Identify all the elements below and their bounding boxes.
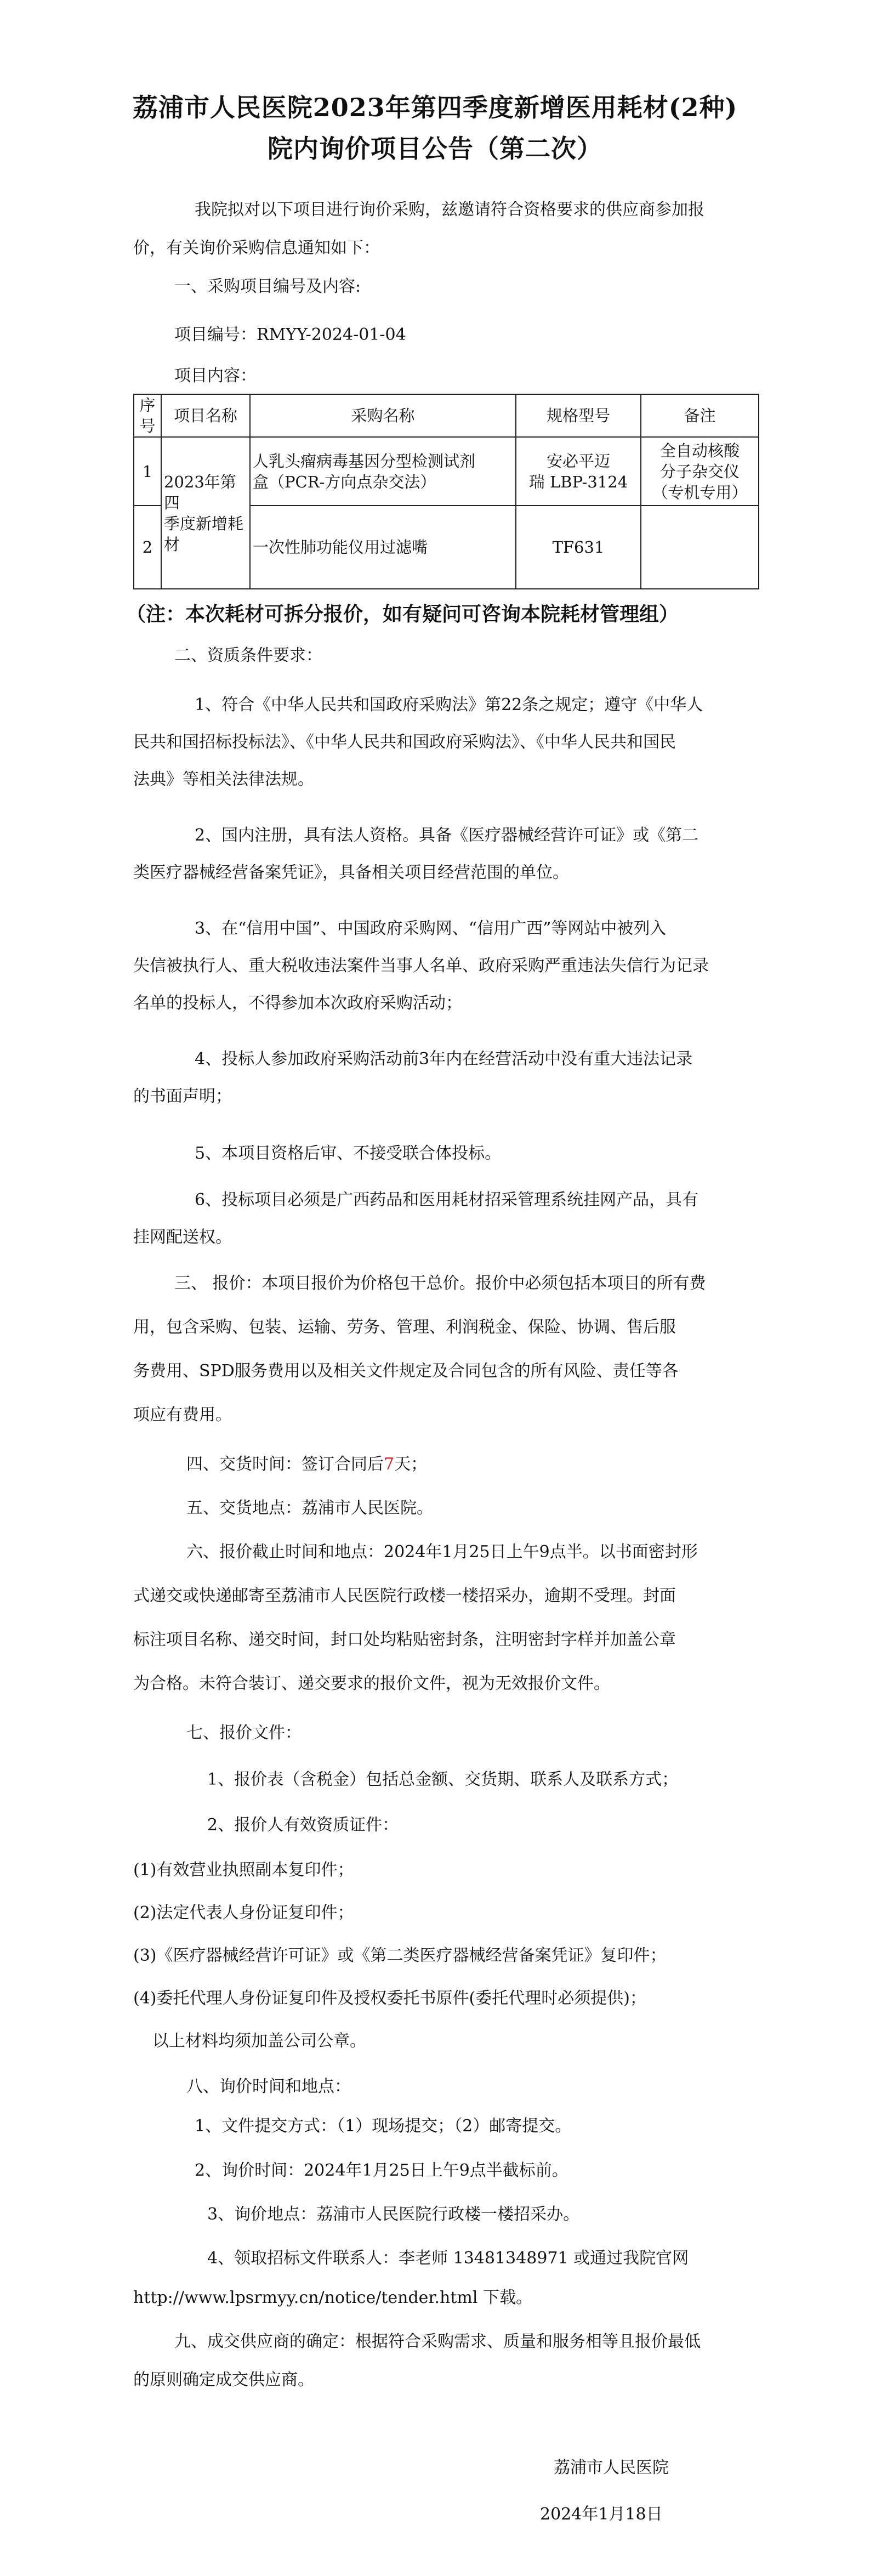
signature-date: 2024年1月18日 bbox=[540, 2505, 663, 2524]
quote-file-sub3: (3)《医疗器械经营许可证》或《第二类医疗器械经营备案凭证》复印件； bbox=[133, 1946, 667, 1965]
section6-line4: 为合格。未符合装订、递交要求的报价文件，视为无效报价文件。 bbox=[133, 1674, 610, 1693]
row-item-name: 一次性肺功能仪用过滤嘴 bbox=[250, 506, 516, 589]
section3-line3: 务费用、SPD服务费用以及相关文件规定及合同包含的所有风险、责任等各 bbox=[133, 1361, 679, 1381]
inquiry-item3: 3、询价地点：荔浦市人民医院行政楼一楼招采办。 bbox=[207, 2205, 580, 2224]
row-note bbox=[641, 506, 759, 589]
quote-file-stamp-note: 以上材料均须加盖公司公章。 bbox=[152, 2032, 366, 2051]
project-name-cell: 2023年第四 季度新增耗 材 bbox=[161, 437, 250, 589]
qual-item4-line2: 的书面声明； bbox=[133, 1087, 232, 1106]
qual-item6-line1: 6、投标项目必须是广西药品和医用耗材招采管理系统挂网产品，具有 bbox=[195, 1190, 699, 1210]
qual-item5: 5、本项目资格后审、不接受联合体投标。 bbox=[195, 1144, 502, 1163]
qual-item3-line2: 失信被执行人、重大税收违法案件当事人名单、政府采购严重违法失信行为记录 bbox=[133, 956, 709, 975]
table-row bbox=[134, 437, 759, 506]
intro-line1: 我院拟对以下项目进行询价采购，兹邀请符合资格要求的供应商参加报 bbox=[195, 200, 704, 219]
inquiry-item4: 4、领取招标文件联系人：李老师 13481348971 或通过我院官网 bbox=[207, 2249, 689, 2268]
row-seq: 1 bbox=[134, 437, 161, 506]
document-title-line1: 荔浦市人民医院2023年第四季度新增医用耗材(2种) bbox=[132, 93, 738, 122]
section3-line4: 项应有费用。 bbox=[133, 1405, 232, 1425]
section1-heading: 一、采购项目编号及内容: bbox=[174, 277, 361, 296]
qual-item2-line1: 2、国内注册，具有法人资格。具备《医疗器械经营许可证》或《第二 bbox=[195, 826, 699, 845]
section2-heading: 二、资质条件要求： bbox=[174, 646, 322, 665]
quote-file-item1: 1、报价表（含税金）包括总金额、交货期、联系人及联系方式； bbox=[207, 1770, 679, 1789]
table-note: （注：本次耗材可拆分报价，如有疑问可咨询本院耗材管理组） bbox=[126, 603, 679, 626]
section4-delivery-time: 四、交货时间：签订合同后7天； bbox=[186, 1455, 428, 1474]
procurement-items-table bbox=[133, 394, 759, 589]
section7-heading: 七、报价文件： bbox=[186, 1723, 302, 1743]
quote-file-sub2: (2)法定代表人身份证复印件； bbox=[133, 1903, 354, 1922]
project-content-label: 项目内容： bbox=[174, 366, 257, 385]
section5-delivery-place: 五、交货地点：荔浦市人民医院。 bbox=[186, 1499, 433, 1518]
qual-item1-line3: 法典》等相关法律法规。 bbox=[133, 770, 314, 789]
section6-line1: 六、报价截止时间和地点：2024年1月25日上午9点半。以书面密封形 bbox=[186, 1542, 698, 1562]
inquiry-item2: 2、询价时间：2024年1月25日上午9点半截标前。 bbox=[195, 2161, 568, 2180]
quote-file-sub4: (4)委托代理人身份证复印件及授权委托书原件(委托代理时必须提供)； bbox=[133, 1989, 646, 2008]
row-item-name: 人乳头瘤病毒基因分型检测试剂 盒（PCR-方向点杂交法） bbox=[250, 437, 516, 506]
section6-line3: 标注项目名称、递交时间，封口处均粘贴密封条，注明密封字样并加盖公章 bbox=[133, 1630, 676, 1649]
quote-file-item2: 2、报价人有效资质证件： bbox=[207, 1815, 399, 1835]
project-number: 项目编号：RMYY-2024-01-04 bbox=[174, 325, 406, 344]
tender-download-link[interactable]: http://www.lpsrmyy.cn/notice/tender.html 下载。 bbox=[133, 2288, 532, 2307]
qual-item1-line1: 1、符合《中华人民共和国政府采购法》第22条之规定；遵守《中华人 bbox=[195, 695, 703, 714]
row-spec: 安必平迈 瑞 LBP-3124 bbox=[516, 437, 641, 506]
row-spec: TF631 bbox=[516, 506, 641, 589]
document-title-line2: 院内询价项目公告（第二次） bbox=[268, 134, 602, 163]
qual-item3-line1: 3、在“信用中国”、中国政府采购网、“信用广西”等网站中被列入 bbox=[195, 919, 667, 938]
section3-line1: 三、 报价：本项目报价为价格包干总价。报价中必须包括本项目的所有费 bbox=[174, 1274, 706, 1293]
section9-line2: 的原则确定成交供应商。 bbox=[133, 2370, 314, 2390]
col-header-spec: 规格型号 bbox=[516, 394, 641, 437]
table-header-row bbox=[134, 394, 759, 437]
row-note: 全自动核酸 分子杂交仪 （专机专用） bbox=[641, 437, 759, 506]
intro-line2: 价，有关询价采购信息通知如下： bbox=[133, 239, 380, 258]
section9-line1: 九、成交供应商的确定：根据符合采购需求、质量和服务相等且报价最低 bbox=[174, 2332, 701, 2351]
col-header-seq: 序 号 bbox=[134, 394, 161, 437]
inquiry-item1: 1、文件提交方式：（1）现场提交；（2）邮寄提交。 bbox=[195, 2117, 572, 2136]
qual-item4-line1: 4、投标人参加政府采购活动前3年内在经营活动中没有重大违法记录 bbox=[195, 1049, 693, 1069]
section6-line2: 式递交或快递邮寄至荔浦市人民医院行政楼一楼招采办，逾期不受理。封面 bbox=[133, 1586, 676, 1605]
col-header-project: 项目名称 bbox=[161, 394, 250, 437]
section8-heading: 八、询价时间和地点： bbox=[186, 2077, 351, 2096]
signature-org: 荔浦市人民医院 bbox=[554, 2458, 669, 2477]
qual-item2-line2: 类医疗器械经营备案凭证》，具备相关项目经营范围的单位。 bbox=[133, 863, 569, 882]
qual-item6-line2: 挂网配送权。 bbox=[133, 1228, 232, 1247]
section3-line2: 用，包含采购、包装、运输、劳务、管理、利润税金、保险、协调、售后服 bbox=[133, 1318, 676, 1337]
qual-item3-line3: 名单的投标人，不得参加本次政府采购活动； bbox=[133, 994, 462, 1013]
col-header-note: 备注 bbox=[641, 394, 759, 437]
delivery-days: 7 bbox=[384, 1455, 395, 1474]
qual-item1-line2: 民共和国招标投标法》、《中华人民共和国政府采购法》、《中华人民共和国民 bbox=[133, 733, 676, 752]
row-seq: 2 bbox=[134, 506, 161, 589]
quote-file-sub1: (1)有效营业执照副本复印件； bbox=[133, 1860, 354, 1880]
col-header-name: 采购名称 bbox=[250, 394, 516, 437]
